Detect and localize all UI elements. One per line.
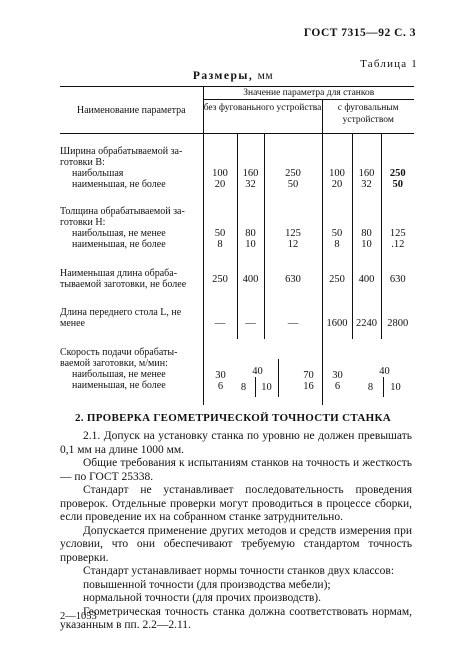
cell: — — [264, 298, 322, 339]
body-text — [60, 430, 412, 633]
section-title: 2. ПРОВЕРКА ГЕОМЕТРИЧЕСКОЙ ТОЧНОСТИ СТАНКА — [74, 412, 392, 424]
paragraph: Общие требования к испытаниям станков на точность и жесткость — по ГОСТ 25338. — [60, 457, 412, 483]
cell: 50 8 — [322, 196, 352, 258]
table-row — [60, 298, 414, 339]
cell: 2240 — [352, 298, 381, 339]
cell: 50 8 — [203, 196, 237, 258]
cell: 160 32 — [352, 134, 381, 197]
paragraph: повышенной точности (для производства мебели); — [83, 578, 331, 591]
speed-with-cell: 30 6 40 8 10 — [322, 339, 414, 405]
table-row — [60, 339, 414, 405]
header-without: без фугованьного устройства — [203, 100, 322, 134]
cell: 250 — [322, 258, 352, 298]
cell: — — [203, 298, 237, 339]
cell: 250 — [203, 258, 237, 298]
table-title — [0, 70, 466, 82]
cell: 125 .12 — [381, 196, 414, 258]
header-values: Значение параметра для станков — [203, 87, 414, 100]
cell: 100 20 — [322, 134, 352, 197]
cell: 250 50 — [381, 134, 414, 197]
cell: 250 50 — [264, 134, 322, 197]
cell: 400 — [237, 258, 264, 298]
cell: 80 10 — [237, 196, 264, 258]
table-row — [60, 134, 414, 197]
table-row — [60, 258, 414, 298]
paragraph: Стандарт устанавливает нормы точности станков двух классов: — [83, 565, 395, 577]
cell: 630 — [264, 258, 322, 298]
page-header: ГОСТ 7315—92 С. 3 — [303, 27, 416, 39]
speed-without-cell: 30 6 40 8 10 70 16 — [203, 339, 322, 405]
table-title-text: Размеры, — [192, 70, 254, 82]
cell: — — [237, 298, 264, 339]
cell: 400 — [352, 258, 381, 298]
paragraph: нормальной точности (для прочих производств). — [83, 592, 322, 604]
paragraph: 2.1. Допуск на установку станка по уровню не должен превышать 0,1 мм на длине 1000 мм. — [60, 430, 412, 456]
cell: 80 10 — [352, 196, 381, 258]
header-param: Наименование параметра — [60, 87, 203, 134]
table-row — [60, 196, 414, 258]
parameters-table — [60, 86, 414, 405]
paragraph: Геометрическая точность станка должна соответствовать нормам, указанным в пп. 2.2—2.11. — [60, 605, 412, 631]
row-front-table-name: Длина переднего стола L, не менее — [60, 307, 182, 329]
table-number: Таблица 1 — [360, 58, 418, 70]
table-unit: мм — [257, 70, 274, 82]
row-length-name: Наименьшая длина обраба- тываемой заготовки, не более — [60, 268, 187, 290]
row-speed-name: Скорость подачи обрабаты- ваемой заготовки, м/мин: наибольшая, не менее наименьшая, не более — [60, 347, 178, 391]
cell: 160 32 — [237, 134, 264, 197]
cell: 630 — [381, 258, 414, 298]
row-thickness-name: Толщина обрабатываемой за- готовки H: наибольшая, не менее наименьшая, не более — [60, 206, 185, 250]
cell: 100 20 — [203, 134, 237, 197]
paragraph: Стандарт не устанавливает последовательность проведения проверок. Отдельные проверки могут проводиться в процессе сборки, если проведение их на собранном станке затруднительно. — [60, 484, 412, 523]
row-width-name: Ширина обрабатываемой за- готовки B: наибольшая наименьшая, не более — [60, 146, 183, 190]
cell: 125 12 — [264, 196, 322, 258]
header-with: с фуговальным устройством — [322, 100, 414, 134]
page-footer: 2—1053 — [60, 611, 97, 622]
cell: 1600 — [322, 298, 352, 339]
cell: 2800 — [381, 298, 414, 339]
paragraph: Допускается применение других методов и средств измерения при условии, что они обеспечивают требуемую стандартом точность проверки. — [60, 524, 412, 564]
